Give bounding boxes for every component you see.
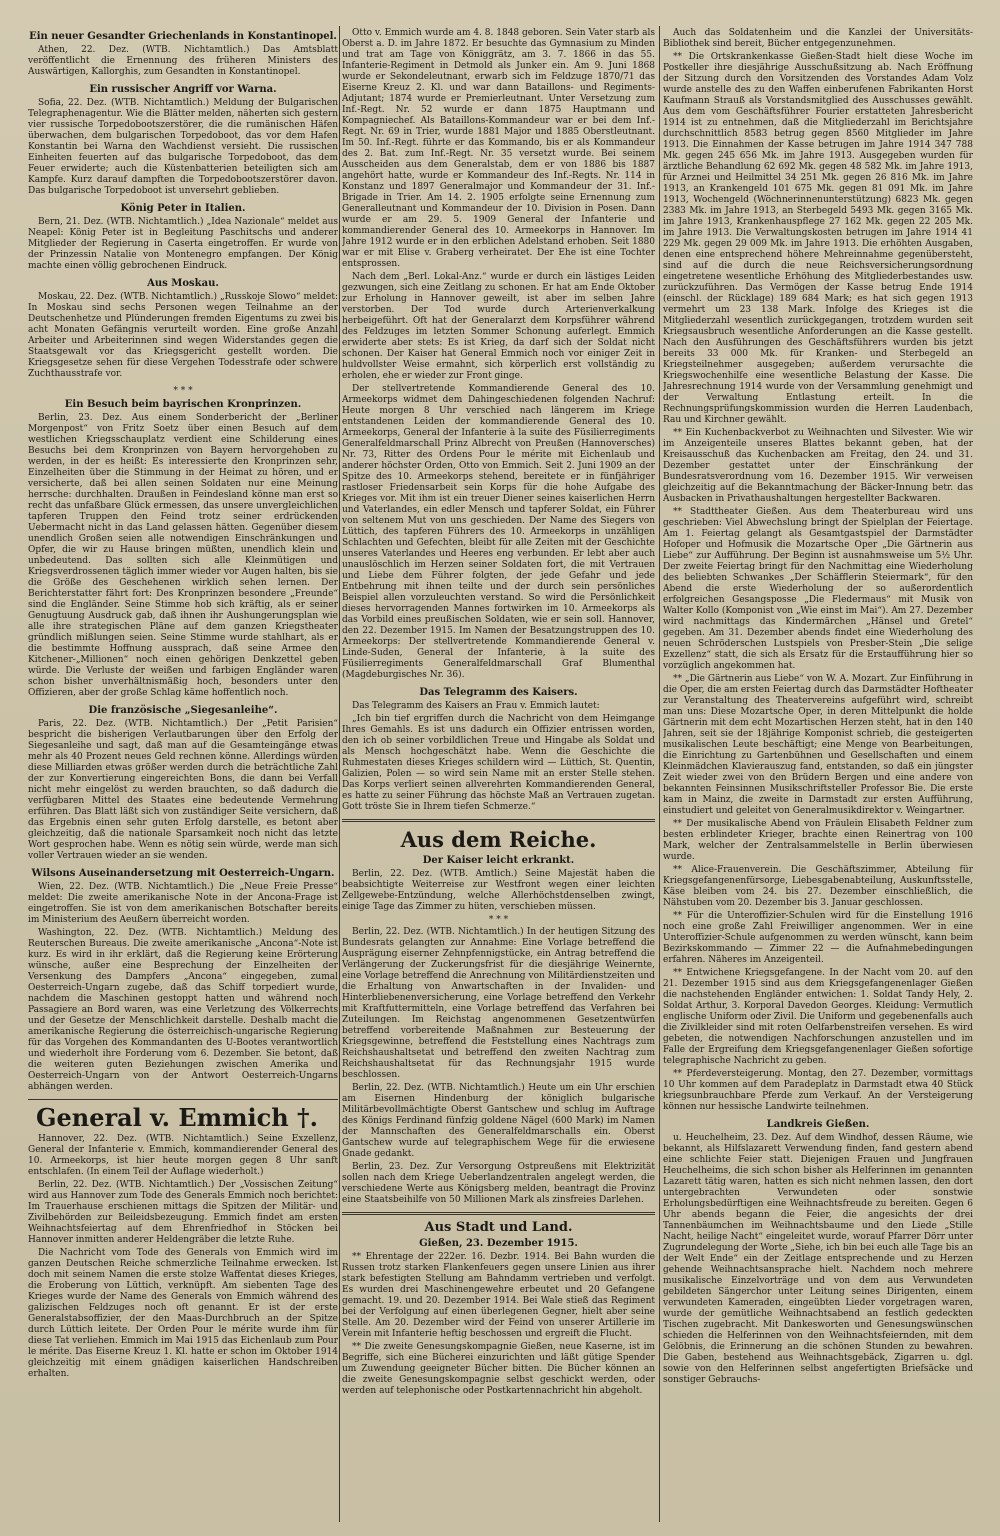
article-headline: Das Telegramm des Kaisers. — [419, 687, 578, 698]
article-paragraph: ** Ein Kuchenbackverbot zu Weihnachten und Silvester. Wie wir im Anzeigenteile unseres Blattes bekannt geben, hat der Kreisausschuß das Kuchenbacken am Freitag, den 24. und 31. Dezember gestattet unter der Einschränkung der Bundesratsverordnung vom 16. Dezember 1915. Wir verweisen gleichzeitig auf die Bekanntmachung der Bäcker-Innung betr. das Ausbacken in Privathaushaltungen hergestellter Backwaren. — [663, 428, 973, 504]
article-paragraph: Athen, 22. Dez. (WTB. Nichtamtlich.) Das Amtsblatt veröffentlicht die Ernennung des früheren Ministers des Auswärtigen, Kallorghis, zum Gesandten in Konstantinopel. — [28, 45, 338, 77]
article-headline: König Peter in Italien. — [120, 203, 246, 214]
article-paragraph: ** Der musikalische Abend von Fräulein Elisabeth Feldner zum besten erblindeter Krieger, brachte einen Reinertrag von 100 Mark, welcher der Zentralsammelstelle in Berlin überwiesen wurde. — [663, 819, 973, 862]
article-paragraph: Wien, 22. Dez. (WTB. Nichtamtlich.) Die „Neue Freie Presse“ meldet: Die zweite amerikanische Note in der Ancona-Frage ist eingetroffen. Sie ist von dem amerikanischen Botschafter bereits im Ministerium des Aeußern überreicht worden. — [28, 882, 338, 925]
article-paragraph: ** Pferdeversteigerung. Montag, den 27. Dezember, vormittags 10 Uhr kommen auf dem Paradeplatz in Darmstadt etwa 40 Stück kriegsunbrauchbare Pferde zum Verkauf. An der Versteigerung können nur hessische Landwirte teilnehmen. — [663, 1069, 973, 1112]
article-paragraph: Bern, 21. Dez. (WTB. Nichtamtlich.) „Idea Nazionale“ meldet aus Neapel: König Peter ist in Begleitung Paschitschs und anderer Mitglieder der Regierung in Caserta eingetroffen. Er wurde von der Prinzessin Natalie von Montenegro empfangen. Der König machte einen völlig gebrochenen Eindruck. — [28, 217, 338, 271]
article-warna — [28, 84, 338, 197]
article-paragraph: u. Heuchelheim, 23. Dez. Auf dem Windhof, dessen Räume, wie bekannt, als Hilfslazarett Verwendung finden, fand gestern abend eine schlichte Feier statt. Diejenigen Frauen und Jungfrauen Heuchelheims, die sich schon bisher als Helferinnen im genannten Lazarett tätig waren, hatten es sich nicht nehmen lassen, den dort untergebrachten Verwundeten oder sonstwie Erholungsbedürftigen eine Weihnachtsfreude zu bereiten. Gegen 6 Uhr abends begann die Feier, die angesichts der drei Tannenbäumchen im Weihnachtsbaume und den Liede „Stille Nacht, heilige Nacht“ eingeleitet wurde, worauf Pfarrer Dörr unter Zugrundelegung der Worte „Siehe, ich bin bei euch alle Tage bis an der Welt Ende“ ein der Zeitlage entsprechende und zu Herzen gehende Weihnachtsansprache hielt. Nachdem noch mehrere musikalische Einzelvorträge und von dem aus Verwundeten gebildeten Sängerchor unter Leitung seines Dirigenten, einem verwundeten Kameraden, eingeübten Lieder vorgetragen waren, wurde der gemütliche Weihnachtsabend an festlich gedeckten Tischen zugebracht. Mit Dankesworten und Genesungswünschen schieden die Helferinnen von den Weihnachtsfeiernden, mit dem Gelöbnis, die Erinnerung an die schönen Stunden zu bewahren. Die Gaben, bestehend aus Weihnachtsgebäck, Zigarren u. dgl. sowie von den Helferinnen selbst angefertigten Briefsäcke und sonstiger Gebrauchs- — [663, 1133, 973, 1385]
section-title-stadt: Aus Stadt und Land. — [424, 1220, 573, 1235]
article-paragraph: Berlin, 22. Dez. (WTB. Amtlich.) Seine Majestät haben die beabsichtigte Weiterreise zur Westfront wegen einer leichten Zellgewebe-Entzündung, welche Allerhöchstdenselben zwingt, einige Tage das Zimmer zu hüten, verschieben müssen. — [342, 869, 655, 912]
article-wilson — [28, 868, 338, 1093]
article-headline: Ein neuer Gesandter Griechenlands in Konstantinopel. — [29, 31, 337, 42]
article-koenig-peter — [28, 203, 338, 272]
article-paragraph: Berlin, 22. Dez. (WTB. Nichtamtlich.) Der „Vossischen Zeitung“ wird aus Hannover zum Tode des Generals Emmich noch berichtet: Im Trauerhause erschienen mittags die Spitzen der Militär- und Zivilbehörden zur Beileidsbezeugung. Emmich findet am ersten Weihnachtsfeiertag auf dem Ehrenfriedhof in Stöcken bei Hannover inmitten anderer Heldengräber die letzte Ruhe. — [28, 1180, 338, 1245]
article-paragraph: Sofia, 22. Dez. (WTB. Nichtamtlich.) Meldung der Bulgarischen Telegraphenagentur. Wie die Blätter melden, näherten sich gestern vier russische Torpedobootszerstörer, die die rumänischen Häfen überwachen, dem bulgarischen Torpedoboot, das vor dem Hafen Konstantin bei Warna den Wachdienst versieht. Die russischen Einheiten feuerten auf das bulgarische Torpedoboot, das dem Feuer erwiderte; auch die Küstenbatterien beteiligten sich am Kampfe. Kurz darauf dampften die Torpedobootszerstörer davon. Das bulgarische Torpedoboot ist unversehrt geblieben. — [28, 98, 338, 196]
article-paragraph: Nach dem „Berl. Lokal-Anz.“ wurde er durch ein lästiges Leiden gezwungen, sich eine Zeitlang zu schonen. Er hat am Ende Oktober zur Erholung in Hannover geweilt, ist aber im selben Jahre verstorben. Der Tod wurde durch Arterienverkalkung herbeigeführt. Oft hat der Generalarzt dem Korpsführer während des Feldzuges im letzten Sommer Schonung auferlegt. Emmich erwiderte aber stets: Es ist Krieg, da darf sich der Soldat nicht schonen. Der Kaiser hat General Emmich noch vor einiger Zeit in huldvollster Weise ermahnt, sich körperlich erst vollständig zu erholen, ehe er wieder zur Front ginge. — [342, 272, 655, 381]
article-paragraph: Berlin, 23. Dez. Aus einem Sonderbericht der „Berliner Morgenpost“ von Fritz Soetz über einen Besuch auf dem westlichen Kriegsschauplatz verdient eine Schilderung eines Besuchs bei dem Kronprinzen von Bayern hervorgehoben zu werden, in der es heißt: Es interessierte den Kronprinzen sehr, Einzelheiten über die Stimmung in der Heimat zu hören, und er versicherte, daß bei allen seinen Soldaten nur eine Meinung herrsche: durchhalten. Draußen in Feindesland könne man erst so recht das unfaßbare Glück ermessen, das unsere unvergleichlichen tapferen Truppen den Feind trotz seiner erdrückenden Uebermacht nicht in das Land gelassen hätten. Gegenüber diesem unendlich Großen seien alle notwendigen Einschränkungen und Opfer, die wir zu Hause bringen müßten, unendlich klein und unbedeutend. Das sollten sich alle Kleinmütigen und Kriegsverdrossenen täglich immer wieder vor Augen halten, bis sie die Größe des Geschehenen wirklich sehen lernen. Der Berichterstatter fährt fort: Des Kronprinzen besondere „Freunde“ sind die Engländer. Seine Stimme hob sich kräftig, als er seiner Genugtuung Ausdruck gab, daß ihnen ihr Aushungerungsplan wie alle ihre strategischen Pläne auf dem ganzen Kriegstheater gründlich mißlungen seien. Seine Stimme wurde stahlhart, als er die bestimmte Hoffnung aussprach, daß seine Armee den Kitchener-„Millionen“ noch einen gehörigen Denkzettel geben würde. Die Verluste der weißen und farbigen Engländer waren schon bisher unverhältnismäßig hoch, besonders unter den Offizieren, aber der große Schlag käme hoffentlich noch. — [28, 413, 338, 698]
article-moskau — [28, 278, 338, 380]
separator-stars: * * * — [173, 386, 193, 396]
article-headline: Ein russischer Angriff vor Warna. — [89, 84, 277, 95]
article-telegramm — [342, 687, 655, 813]
article-kaiser — [342, 855, 655, 1206]
article-headline: Wilsons Auseinandersetzung mit Oesterreich-Ungarn. — [31, 868, 335, 879]
article-paragraph: Berlin, 22. Dez. (WTB. Nichtamtlich.) In der heutigen Sitzung des Bundesrats gelangten zur Annahme: Eine Vorlage betreffend die Ausprägung eiserner Zehnpfennigstücke, ein Antrag betreffend die Verlängerung der Zuckerungsfrist für die diesjährige Weinernte, eine Vorlage betreffend die Anrechnung von Militärdienstzeiten und die Erhaltung von Anwartschaften in der Invaliden- und Hinterbliebenenversicherung, eine Vorlage betreffend den Verkehr mit Kraftfuttermitteln, eine Vorlage betreffend das Verfahren bei Zuteilungen. Im Reichstag angenommenen Gesetzentwürfen betreffend vorbereitende Maßnahmen zur Besteuerung der Kriegsgewinne, betreffend die Feststellung eines Nachtrags zum Reichshaushaltsetat und betreffend den zweiten Nachtrag zum Reichshaushaltsetat für das Rechnungsjahr 1915 wurde beschlossen. — [342, 927, 655, 1080]
article-paragraph: ** Ehrentage der 222er. 16. Dezbr. 1914. Bei Bahn wurden die Russen trotz starken Flankenfeuers gegen unsere Linien aus ihrer stark befestigten Stellung am Bahndamm vertrieben und verfolgt. Es wurden drei Maschinengewehre erbeutet und 20 Gefangene gemacht. 19. und 20. Dezember 1914. Bei Wale stieß das Regiment bei der Verfolgung auf einen überlegenen Gegner, hielt aber seine Stelle. Am 20. Dezember wird der Feind von unserer Artillerie im Verein mit Infanterie heftig beschossen und ergreift die Flucht. — [342, 1252, 655, 1339]
article-paragraph: Washington, 22. Dez. (WTB. Nichtamtlich.) Meldung des Reuterschen Bureaus. Die zweite amerikanische „Ancona“-Note ist kurz. Es wird in ihr erklärt, daß die Regierung keine Erörterung wünsche, außer eine Besprechung der Einzelheiten der Versenkung des Dampfers „Ancona“ eingegeben, zumal Oesterreich-Ungarn zugebe, daß das Schiff torpediert wurde, nachdem die Maschinen gestoppt hatten und während noch Passagiere an Bord waren, was eine Verletzung des Völkerrechts und der Gesetze der Menschlichkeit darstelle. Deshalb macht die amerikanische Regierung die österreichisch-ungarische Regierung für das Vorgehen des Kommandanten des U-Bootes verantwortlich und wiederholt ihre Forderung vom 6. Dezember. Sie betont, daß die weiteren guten Beziehungen zwischen Amerika und Oesterreich-Ungarn von der Antwort Oesterreich-Ungarns abhängen werden. — [28, 928, 338, 1092]
section-title-reich: Aus dem Reiche. — [400, 827, 597, 852]
column-right — [663, 28, 973, 1522]
article-paragraph: Hannover, 22. Dez. (WTB. Nichtamtlich.) Seine Exzellenz, General der Infanterie v. Emmich, kommandierender General des 10. Armeekorps, ist hier heute morgen gegen 8 Uhr sanft entschlafen. (In einem Teil der Auflage wiederholt.) — [28, 1134, 338, 1177]
divider — [28, 1099, 338, 1100]
article-paragraph: ** Entwichene Kriegsgefangene. In der Nacht vom 20. auf den 21. Dezember 1915 sind aus dem Kriegsgefangenenlager Gießen die nachstehenden Engländer entwichen: 1. Soldat Tandy Hely, 2. Soldat Arthur, 3. Korporal Davedon Georges. Kleidung: Vermutlich englische Uniform oder Zivil. Die Uniform und gegebenenfalls auch die Zivilkleider sind mit roten Oelfarbenstreifen versehen. Es wird gebeten, die notwendigen Nachforschungen anzustellen und im Falle der Ergreifung dem Kriegsgefangenenlager Gießen sofortige telegraphische Nachricht zu geben. — [663, 968, 973, 1066]
article-lokal — [342, 1252, 655, 1397]
article-paragraph: Berlin, 23. Dez. Zur Versorgung Ostpreußens mit Elektrizität sollen nach dem Kriege Ueberlandzentralen angelegt werden, die verschiedene Werte aus Königsberg melden, beantragt die Provinz eine Staatsbeihilfe von 50 Millionen Mark als zinsfreies Darlehen. — [342, 1162, 655, 1205]
article-paragraph: ** Stadttheater Gießen. Aus dem Theaterbureau wird uns geschrieben: Viel Abwechslung bringt der Spielplan der Feiertage. Am 1. Feiertag gelangt als Gesamtgastspiel der Darmstädter Hofoper und Hofmusik die Mozartsche Oper „Die Gärtnerin aus Liebe“ zur Aufführung. Der Beginn ist ausnahmsweise um 5½ Uhr. Der zweite Feiertag bringt für den Nachmittag eine Wiederholung des beliebten Schwankes „Der Schäfflerin Steiermark“, für den Abend die erste Wiederholung der so außerordentlich erfolgreichen Gesangsposse „Die Fledermaus“ mit Musik von Walter Kollo (Komponist von „Wie einst im Mai“). Am 27. Dezember wird nachmittags das Kindermärchen „Hänsel und Gretel“ gegeben. Am 31. Dezember abends findet eine Wiederholung des neuen Schröderschen Lustspiels von Presber-Stein „Die selige Exzellenz“ statt, die sich als Ersatz für die Erstaufführung hier so vorzüglich angekommen hat. — [663, 507, 973, 671]
column-middle — [342, 28, 655, 1522]
separator-stars: * * * — [488, 915, 509, 925]
article-paragraph: „Ich bin tief ergriffen durch die Nachricht von dem Heimgange Ihres Gemahls. Es ist uns dadurch ein Offizier entrissen worden, den ich ob seiner vorbildlichen Treue und Hingabe als Soldat und als Mensch hochgeschätzt habe. Wenn die Geschichte die Ruhmestaten dieses Krieges schildern wird — Lüttich, St. Quentin, Galizien, Polen — so wird sein Name mit an erster Stelle stehen. Das Korps verliert seinen allverehrten Kommandierenden General, es hatte zu seiner Führung das höchste Maß an Vertrauen zugetan. Gott tröste Sie in Ihrem tiefen Schmerze.“ — [342, 714, 655, 812]
article-emmich-bio — [342, 28, 655, 681]
dateline: Gießen, 23. Dezember 1915. — [419, 1238, 578, 1249]
article-paragraph: ** Alice-Frauenverein. Die Geschäftszimmer, Abteilung für Kriegsgefangenenfürsorge, Liebesgabenabteilung, Auskunftsstelle, Käse bleiben vom 24. bis 27. Dezember einschließlich, die Nähstuben vom 20. Dezember bis 3. Januar geschlossen. — [663, 865, 973, 908]
article-paragraph: Auch das Soldatenheim und die Kanzlei der Universitäts-Bibliothek sind bereit, Bücher entgegenzunehmen. — [663, 28, 973, 49]
article-paragraph: Otto v. Emmich wurde am 4. 8. 1848 geboren. Sein Vater starb als Oberst a. D. im Jahre 1872. Er besuchte das Gymnasium zu Minden und trat am Tage von Königgrätz, am 3. 7. 1866 in das 55. Infanterie-Regiment in Detmold als Junker ein. Am 9. Juni 1868 wurde er Sekondeleutnant, erwarb sich im Feldzuge 1870/71 das Eiserne Kreuz 2. Kl. und war dann Bataillons- und Regiments-Adjutant; 1874 wurde er Premierleutnant. Unter Versetzung zum Inf.-Regt. Nr. 52 wurde er dann 1875 Hauptmann und Kompagniechef. Als Bataillons-Kommandeur war er bei dem Inf.-Regt. Nr. 69 in Trier, wurde 1881 Major und 1885 Oberstleutnant. Im 50. Inf.-Regt. führte er das Kommando, bis er als Kommandeur des 2. Bat. zum Inf.-Regt. Nr. 35 versetzt wurde. Bei seinem Ausscheiden aus dem Generalstab, dem er von 1886 bis 1887 angehört hatte, wurde er Kommandeur des Inf.-Regts. Nr. 114 in Konstanz und 1897 Generalmajor und Kommandeur der 31. Inf.-Brigade in Trier. Am 14. 2. 1905 erfolgte seine Ernennung zum Generalleutnant und Kommandeur der 10. Division in Posen. Dann wurde er am 29. 5. 1909 General der Infanterie und kommandierender General des 10. Armeekorps in Hannover. Im Jahre 1912 wurde er in den erblichen Adelstand erhoben. Seit 1880 war er mit Elise v. Graberg verheiratet. Der Ehe ist eine Tochter entsprossen. — [342, 28, 655, 269]
column-rule — [339, 26, 340, 1522]
article-headline: Ein Besuch beim bayrischen Kronprinzen. — [64, 399, 302, 410]
article-lokal-cont — [663, 28, 973, 1113]
article-paragraph: Paris, 22. Dez. (WTB. Nichtamtlich.) Der „Petit Parisien“ bespricht die bisherigen Verlautbarungen über den Erfolg der Siegesanleihe und sagt, daß man auf die Gesamteingänge etwas mehr als 40 Prozent neues Geld rechnen könne. Allerdings würden diese Milliarden etwas größer werden durch die beträchtliche Zahl der zur Konvertierung eingereichten Bons, die dann bei Verfall nicht mehr eingelöst zu werden brauchten, so daß dadurch die verfügbaren Mittel des Staates eine bedeutende Vermehrung erführen. Das Blatt läßt sich von zuständiger Seite versichern, daß das Ergebnis einen sehr guten Erfolg darstelle, es betont aber gleichzeitig, daß die nationale Sparsamkeit noch nicht das letzte Wort gesprochen habe. Wenn es nötig sein würde, werde man sich voller Vertrauen wieder an sie wenden. — [28, 719, 338, 861]
article-paragraph: Moskau, 22. Dez. (WTB. Nichtamtlich.) „Russkoje Slowo“ meldet: In Moskau sind sechs Personen wegen Teilnahme an der Deutschenhetze und Plünderungen fremden Eigentums zu zwei bis acht Monaten Gefängnis verurteilt worden. Eine große Anzahl Arbeiter und Arbeiterinnen sind wegen Widerstandes gegen die Staatsgewalt vor das Kriegsgericht gestellt worden. Die Kriegsgesetze sehen für diese Vergehen Todesstrafe oder schwere Zuchthausstrafe vor. — [28, 292, 338, 379]
column-rule — [659, 26, 660, 1522]
article-emmich — [28, 1104, 338, 1380]
section-title-landkreis: Landkreis Gießen. — [766, 1119, 870, 1130]
article-paragraph: ** Die Ortskrankenkasse Gießen-Stadt hielt diese Woche im Postkeller ihre diesjährige Ausschußsitzung ab. Nach Eröffnung der Sitzung durch den Vorsitzenden des Vorstandes Adam Volz wurde anstelle des zu den Waffen einberufenen Fabrikanten Horst Kaufmann Strauß als Vorstandsmitglied des Ausschusses gewählt. Aus dem vom Geschäftsführer Fourier erstatteten Jahresbericht 1914 ist zu entnehmen, daß die Mitgliederzahl im Berichtsjahre durchschnittlich 8583 betrug gegen 8560 Mitglieder im Jahre 1913. Die Einnahmen der Kasse betrugen im Jahre 1914 347 788 Mk. gegen 245 656 Mk. im Jahre 1913. Ausgegeben wurden für ärztliche Behandlung 62 692 Mk. gegen 48 582 Mk. im Jahre 1913, für Arznei und Heilmittel 34 251 Mk. gegen 26 816 Mk. im Jahre 1913, an Krankengeld 101 675 Mk. gegen 81 091 Mk. im Jahre 1913, Wochengeld (Wöchnerinnenunterstützung) 6823 Mk. gegen 2383 Mk. im Jahre 1913, an Sterbegeld 5493 Mk. gegen 3165 Mk. im Jahre 1913, Krankenhauspflege 27 162 Mk. gegen 22 205 Mk. im Jahre 1913. Die Verwaltungskosten betrugen im Jahre 1914 41 229 Mk. gegen 29 009 Mk. im Jahre 1913. Die erhöhten Ausgaben, denen eine entsprechend höhere Mehreinnahme gegenübersteht, sind auf die durch die neue Reichsversicherungsordnung eingetretene wesentliche Erhöhung des Mitgliederbestandes usw. zurückzuführen. Das Vermögen der Kasse betrug Ende 1914 (einschl. der Rücklage) 189 684 Mark; es hat sich gegen 1913 vermehrt um 23 138 Mark. Infolge des Krieges ist die Mitgliederzahl wesentlich zurückgegangen, trotzdem wurden seit Kriegsausbruch wesentliche Anforderungen an die Kasse gestellt. Nach den Ausführungen des Geschäftsführers wurden bis jetzt bereits 33 000 Mk. für Kranken- und Sterbegeld an Kriegsteilnehmer ausgegeben; außerdem verursachte die Kriegswochenhilfe eine wesentliche Belastung der Kasse. Die Jahresrechnung 1914 wurde von der Versammlung genehmigt und der Verwaltung Entlastung erteilt. In die Rechnungsprüfungskommission wurden die Herren Laudenbach, Rau und Kirchner gewählt. — [663, 52, 973, 425]
article-headline: Aus Moskau. — [147, 278, 219, 289]
article-heuchelheim — [663, 1133, 973, 1386]
big-headline: General v. Emmich †. — [36, 1103, 318, 1132]
divider — [342, 819, 655, 822]
article-paragraph: Berlin, 22. Dez. (WTB. Nichtamtlich.) Heute um ein Uhr erschien am Eisernen Hindenburg der königlich bulgarische Militärbevollmächtigte Oberst Gantschew und schlug im Auftrage des Königs Ferdinand fünfzig goldene Nägel (600 Mark) im Namen der Mannschaften des Generalfeldmarschalls ein. Oberst Gantschew wurde auf telegraphischem Wege für die erwiesene Gnade gedankt. — [342, 1083, 655, 1159]
article-paragraph: ** „Die Gärtnerin aus Liebe“ von W. A. Mozart. Zur Einführung in die Oper, die am ersten Feiertag durch das Darmstädter Hoftheater zur Veranstaltung des Theatervereins aufgeführt wird, schreibt man uns: Diese Mozartsche Oper, in deren Mittelpunkt die holde Gärtnerin mit dem echt Mozartischen Herzen steht, hat in den 140 Jahren, seit sie der 18jährige Komponist schrieb, die gesteigerten musikalischen Leute beschäftigt; eine Menge von Bearbeitungen, die Einrichtung zu Gartenbühnen und Gesellschaften und einem Kleinmädchen Klavierauszug fand, entstanden, so daß ein jüngster Zeit wieder zwei von den Brüdern Bergen und eine andere von bekannten Feinsinnen Musikschriftsteller Professor Bie. Die erste kam in Mainz, die zweite in Darmstadt zur ersten Aufführung, einstudiert und geleitet von Generalmusikdirektor v. Weingartner. — [663, 674, 973, 816]
column-left — [28, 28, 338, 1522]
article-gesandter — [28, 31, 338, 78]
article-paragraph: ** Die zweite Genesungskompagnie Gießen, neue Kaserne, ist im Begriffe, sich eine Bücherei einzurichten und läßt gütige Spender um Zuwendung geeigneter Bücher bitten. Die Bücher können an die zweite Genesungskompagnie selbst geschickt werden, oder werden auf telephonische oder Postkartennachricht hin abgeholt. — [342, 1342, 655, 1396]
article-headline: Der Kaiser leicht erkrankt. — [422, 855, 575, 866]
article-siegesanleihe — [28, 705, 338, 862]
divider — [342, 1212, 655, 1215]
article-paragraph: Die Nachricht vom Tode des Generals von Emmich wird im ganzen Deutschen Reiche schmerzliche Teilnahme erwecken. Ist doch mit seinem Namen die erste stolze Waffentat dieses Krieges, die Eroberung von Lüttich, verknüpft. Am siebenten Tage des Krieges wurde der Name des Generals von Emmich während des galizischen Feldzuges noch oft genannt. Er ist der erste Generalstabsoffizier, der den Maas-Durchbruch an der Spitze durch Lüttich leitete. Der Orden Pour le mérite wurde ihm für diese Tat verliehen. Emmich im Mai 1915 das Eichenlaub zum Pour le mérite. Das Eiserne Kreuz 1. Kl. hatte er schon im Oktober 1914 gleichzeitig mit einem gnädigen kaiserlichen Handschreiben erhalten. — [28, 1248, 338, 1379]
article-kronprinz — [28, 399, 338, 699]
article-paragraph: ** Für die Unteroffizier-Schulen wird für die Einstellung 1916 noch eine große Zahl Freiwilliger angenommen. Wer in eine Unteroffizier-Schule aufgenommen zu werden wünscht, kann beim Bezirkskommando — Zimmer 22 — die Aufnahmebedingungen erfahren. Näheres im Anzeigenteil. — [663, 911, 973, 965]
article-paragraph: Der stellvertretende Kommandierende General des 10. Armeekorps widmet dem Dahingeschiedenen folgenden Nachruf: Heute morgen 8 Uhr verschied nach längerem im Kriege entstandenen Leiden der kommandierende General des 10. Armeekorps, General der Infanterie à la suite des Füsilierregiments Generalfeldmarschall Prinz Albrecht von Preußen (Hannoversches) Nr. 73, Ritter des Ordens Pour le mérite mit Eichenlaub und anderer höchster Orden, Otto von Emmich. Seit 2. Juni 1909 an der Spitze des 10. Armeekorps stehend, bereitete er in fünfjähriger rastloser Friedensarbeit sein Korps für die hohe Aufgabe des Krieges vor. Mit ihm ist ein treuer Diener seines kaiserlichen Herrn und Vaterlandes, ein edler Mensch und tapferer Soldat, ein Führer von seltenem Mut von uns geschieden. Der Name des Siegers von Lüttich, des tapferen Führers des 10. Armeekorps in unzähligen Schlachten und Gefechten, bleibt für alle Zeiten mit der Geschichte unseres Vaterlandes und Heeres eng verbunden. Er lebt aber auch unauslöschlich im Herzen seiner Soldaten fort, die mit Vertrauen und Liebe dem Führer folgten, der jede Gefahr und jede Entbehrung mit ihnen teilte und der durch sein persönliches Beispiel allen vorzuleuchten verstand. So wird die Persönlichkeit dieses hervorragenden Mannes fortwirken im 10. Armeekorps als das Vorbild eines preußischen Soldaten, wie er sein soll. Hannover, den 22. Dezember 1915. Im Namen der Besatzungstruppen des 10. Armeekorps: Der stellvertretende Kommandierende General v. Linde-Suden, General der Infanterie, à la suite des Füsilierregiments Generalfeldmarschall Graf Blumenthal (Magdeburgisches Nr. 36). — [342, 384, 655, 680]
article-headline: Die französische „Siegesanleihe“. — [88, 705, 278, 716]
article-paragraph: Das Telegramm des Kaisers an Frau v. Emmich lautet: — [352, 701, 600, 711]
